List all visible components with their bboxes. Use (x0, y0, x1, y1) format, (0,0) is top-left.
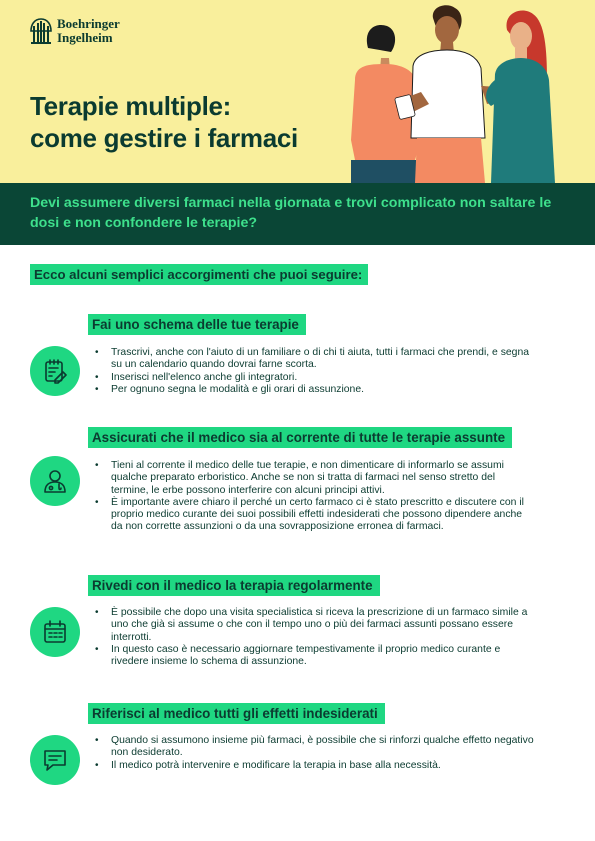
list-item: • Quando si assumono insieme più farmaci, è possibile che si rinforzi qualche effetto negativo non desiderato. (95, 735, 535, 760)
list-item: • Trascrivi, anche con l'aiuto di un familiare o di chi ti aiuta, tutti i farmaci che prendi, e segna su un calendario quando dovrai farne scorta. (95, 347, 535, 372)
boehringer-logo-icon (30, 17, 52, 45)
title-line-1: Terapie multiple: (30, 91, 232, 121)
brand-line-1: Boehringer (57, 16, 120, 31)
section-heading: Assicurati che il medico sia al corrente di tutte le terapie assunte (88, 427, 512, 448)
section-heading: Rivedi con il medico la terapia regolarmente (88, 575, 380, 596)
hero-header (0, 0, 595, 183)
section-heading: Riferisci al medico tutti gli effetti indesiderati (88, 703, 385, 724)
brand-name (57, 17, 120, 45)
list-item: • Tieni al corrente il medico delle tue terapie, e non dimenticare di informarlo se assumi qualche preparato erboristico. Anche se non si tratta di farmaci nel senso stretto del termine, le erbe possono interferire con alcuni principi attivi. (95, 460, 535, 497)
doctor-icon (30, 456, 80, 506)
brand-line-2: Ingelheim (57, 30, 113, 45)
notepad-pencil-icon (30, 346, 80, 396)
people-illustration (335, 0, 595, 183)
list-item: • È possibile che dopo una visita specialistica si riceva la prescrizione di un farmaco simile a uno che già si assume o che con il tempo uno o più dei farmaci assunti possano essere interrotti. (95, 607, 535, 644)
list-item: • Per ognuno segna le modalità e gli orari di assunzione. (95, 384, 535, 396)
brand-logo (30, 17, 120, 45)
question-banner (0, 183, 595, 245)
list-item: • È importante avere chiaro il perché un certo farmaco ci è stato prescritto e discutere con il proprio medico curante dei suoi possibili effetti indesiderati che possono dipendere anche da non corrette assunzioni o da una sovrapposizione erronea di farmaci. (95, 497, 535, 534)
list-item: • Inserisci nell'elenco anche gli integratori. (95, 372, 535, 384)
bullet-list (95, 460, 535, 534)
intro-heading: Ecco alcuni semplici accorgimenti che puoi seguire: (30, 264, 368, 285)
list-item: • Il medico potrà intervenire e modificare la terapia in base alla necessità. (95, 760, 535, 772)
title-line-2: come gestire i farmaci (30, 123, 298, 153)
section-heading: Fai uno schema delle tue terapie (88, 314, 306, 335)
page-title (30, 90, 298, 154)
banner-text: Devi assumere diversi farmaci nella giornata e trovi complicato non saltare le dosi e non confondere le terapie? (30, 195, 552, 231)
speech-bubble-icon (30, 735, 80, 785)
bullet-list (95, 607, 535, 668)
list-item: • In questo caso è necessario aggiornare tempestivamente il proprio medico curante e rivedere insieme lo schema di assunzione. (95, 644, 535, 669)
bullet-list (95, 735, 535, 772)
calendar-icon (30, 607, 80, 657)
bullet-list (95, 347, 535, 396)
